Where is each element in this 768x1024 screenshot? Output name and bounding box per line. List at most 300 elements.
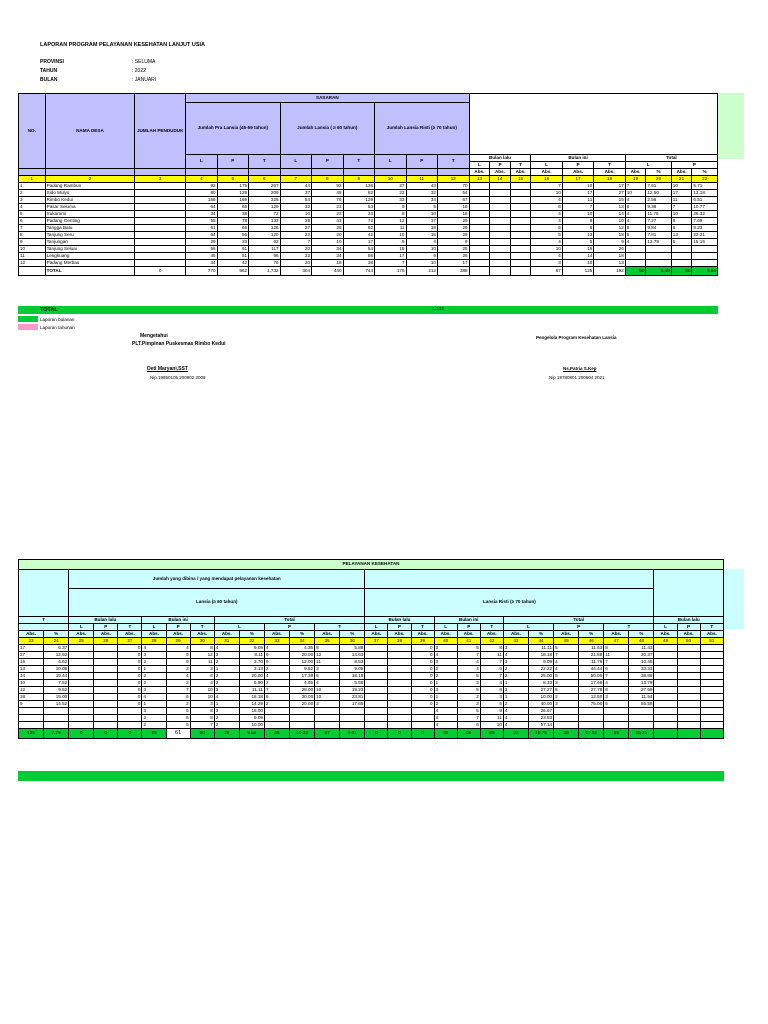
cell: 2: [166, 680, 190, 687]
cell: 4: [190, 680, 214, 687]
cell: 5: [19, 211, 46, 218]
cell: [554, 715, 579, 722]
cell: P: [166, 624, 190, 631]
cell: 19: [625, 176, 646, 183]
cell: 9.52: [290, 666, 315, 673]
cell: [677, 673, 700, 680]
cell: 117: [249, 246, 280, 253]
cell: 33: [264, 638, 289, 645]
cell: [700, 701, 723, 708]
cell: [469, 190, 490, 197]
cell: 0: [94, 729, 118, 739]
cell: 23.53: [528, 715, 553, 722]
cell: 33: [503, 729, 528, 739]
cell: 25: [69, 638, 94, 645]
cell: 10: [406, 246, 437, 253]
cell: [700, 673, 723, 680]
table-row: [19, 239, 718, 246]
cell: 15: [594, 197, 625, 204]
cell: 13: [594, 260, 625, 267]
table-row: [19, 183, 718, 190]
cell: 24: [44, 638, 69, 645]
cell: 4: [214, 694, 239, 701]
cell: Abs.: [457, 631, 480, 638]
cell: [388, 722, 411, 729]
cell: 10: [315, 687, 340, 694]
cell: 3: [315, 666, 340, 673]
cell: 1: [19, 183, 46, 190]
cell: Abs.: [677, 631, 700, 638]
cell: [654, 570, 724, 617]
cell: [510, 239, 531, 246]
cell: [554, 708, 579, 715]
cell: [94, 687, 118, 694]
cell: [135, 232, 186, 239]
cell: 2: [264, 666, 289, 673]
cell: T: [190, 624, 214, 631]
cell: 4: [166, 645, 190, 652]
cell: 27: [280, 225, 311, 232]
cell: 22: [692, 176, 718, 183]
cell: 6.49: [646, 267, 671, 276]
cell: 1: [503, 694, 528, 701]
cell: 2: [434, 673, 457, 680]
cell: Abs.: [554, 631, 579, 638]
cell: Tanjungan: [45, 239, 135, 246]
sign-left-nip: Nip.19850105 200902 2008: [150, 375, 206, 380]
cell: [671, 260, 692, 267]
cell: 12: [19, 260, 46, 267]
cell: [19, 570, 69, 617]
cell: 212: [406, 267, 437, 276]
cell: Sido Mulyo: [45, 190, 135, 197]
lansia-hdr: Lansia (≥ 60 tahun): [69, 589, 365, 617]
cell: Pasar Seluma: [45, 204, 135, 211]
cell: [69, 722, 94, 729]
cell: L: [280, 155, 311, 169]
cell: 11.63: [579, 645, 604, 652]
cell: 5: [166, 722, 190, 729]
cell: Bulan ini: [142, 617, 214, 624]
total-label-2: TOTAL: [40, 307, 58, 313]
cell: 7: [604, 673, 629, 680]
cell: Abs.: [365, 631, 388, 638]
cell: 4: [406, 239, 437, 246]
colnum-row-2: [19, 638, 724, 645]
cell: [249, 169, 280, 176]
cell: 12: [594, 225, 625, 232]
cell: 12: [315, 652, 340, 659]
cell: [44, 722, 69, 729]
cell: [469, 246, 490, 253]
cell: 7: [625, 183, 646, 190]
cell: 54: [437, 190, 469, 197]
cell: 9: [437, 239, 469, 246]
cell: [490, 225, 511, 232]
cell: 82: [343, 190, 374, 197]
cell: 962: [217, 267, 248, 276]
table-row: [19, 701, 724, 708]
cell: 10: [531, 190, 562, 197]
total-row: [19, 267, 718, 276]
cell: [677, 652, 700, 659]
cell: 30: [190, 638, 214, 645]
cell: [365, 722, 388, 729]
cell: [604, 708, 629, 715]
cell: 388: [437, 267, 469, 276]
cell: [312, 169, 343, 176]
cell: [469, 204, 490, 211]
cell: 67: [437, 197, 469, 204]
cell: 22: [280, 232, 311, 239]
cell: 20.00: [290, 652, 315, 659]
cell: [469, 267, 490, 276]
cell: 11.76: [646, 211, 671, 218]
cell: 0: [411, 687, 434, 694]
cell: 0: [118, 659, 142, 666]
cell: 0: [118, 729, 142, 739]
cell: 9.09: [528, 659, 553, 666]
cell: 14: [19, 673, 44, 680]
cell: 9.09: [340, 666, 365, 673]
cell: 5: [480, 701, 503, 708]
cell: [69, 708, 94, 715]
cell: [365, 673, 388, 680]
cell: 13.18: [692, 190, 718, 197]
cell: L: [531, 162, 562, 169]
meta-label: TAHUN: [40, 68, 58, 74]
cell: 176: [375, 267, 406, 276]
total-hdr: Total: [625, 155, 717, 162]
cell: 17: [594, 183, 625, 190]
cell: 38: [343, 260, 374, 267]
cell: [69, 673, 94, 680]
cell: 11.43: [629, 645, 654, 652]
cell: [340, 708, 365, 715]
cell: 4: [457, 659, 480, 666]
cell: [677, 722, 700, 729]
table-row: [19, 673, 724, 680]
cell: 64: [186, 232, 217, 239]
cell: 17.65: [340, 701, 365, 708]
cell: 0: [118, 652, 142, 659]
cell: 26: [437, 253, 469, 260]
cell: 15.15: [692, 239, 718, 246]
cell: 120: [249, 232, 280, 239]
cell: 17: [19, 645, 44, 652]
cell: [69, 715, 94, 722]
cell: 15.00: [239, 708, 264, 715]
cell: [469, 197, 490, 204]
sign-left-title: Mengetahui: [140, 333, 168, 339]
cell: Abs.: [69, 631, 94, 638]
cell: L: [625, 162, 671, 169]
cell: 28: [142, 638, 166, 645]
cell: 3: [503, 687, 528, 694]
cell: 1: [142, 701, 166, 708]
cell: %: [239, 631, 264, 638]
cell: 10: [312, 239, 343, 246]
cell: 10: [594, 218, 625, 225]
table-row: [19, 645, 724, 652]
table-row: [19, 715, 724, 722]
cell: L: [434, 624, 457, 631]
cell: [510, 183, 531, 190]
cell: [365, 680, 388, 687]
cell: 67: [531, 267, 562, 276]
cell: 5: [217, 176, 248, 183]
cell: 21: [312, 204, 343, 211]
cell: [69, 701, 94, 708]
cell: [677, 680, 700, 687]
cell: [94, 722, 118, 729]
cell: 11: [406, 176, 437, 183]
cell: 0: [69, 729, 94, 739]
cell: 9: [480, 708, 503, 715]
cell: 4.35: [290, 645, 315, 652]
cell: 33: [375, 197, 406, 204]
cell: Bulan lalu: [365, 617, 434, 624]
cell: 3.13: [239, 666, 264, 673]
cell: [629, 715, 654, 722]
cell: [510, 211, 531, 218]
cell: 12.50: [646, 190, 671, 197]
cell: 7: [457, 652, 480, 659]
cell: 75: [312, 197, 343, 204]
cell: 11: [19, 253, 46, 260]
cell: Abs.: [531, 169, 562, 176]
cell: 5.71: [692, 183, 718, 190]
table-row: [19, 246, 718, 253]
cell: Abs.: [142, 631, 166, 638]
cell: 33: [434, 729, 457, 739]
cell: Tangga Batu: [45, 225, 135, 232]
cell: 33: [217, 239, 248, 246]
cell: 2: [214, 680, 239, 687]
cell: 26: [437, 232, 469, 239]
cell: 8.84: [692, 267, 718, 276]
cell: [19, 267, 46, 276]
cell: 6: [625, 225, 646, 232]
cell: P: [388, 624, 411, 631]
cell: P: [312, 155, 343, 169]
cell: T: [19, 617, 69, 624]
cell: 18: [312, 260, 343, 267]
cell: 2: [264, 680, 289, 687]
cell: 89: [480, 729, 503, 739]
cell: 7: [280, 239, 311, 246]
cell: [510, 246, 531, 253]
cell: [94, 652, 118, 659]
cell: 1: [503, 680, 528, 687]
cell: 13.79: [646, 239, 671, 246]
cell: [118, 715, 142, 722]
cell: Abs.: [190, 631, 214, 638]
cell: Abs.: [214, 631, 239, 638]
cell: [510, 267, 531, 276]
cell: 20.00: [239, 673, 264, 680]
cell: 33.33: [629, 666, 654, 673]
cell: [654, 666, 677, 673]
cell: %: [340, 631, 365, 638]
cell: 13: [562, 232, 593, 239]
cell: 10: [562, 183, 593, 190]
cell: 5: [166, 708, 190, 715]
cell: [437, 169, 469, 176]
cell: 3: [503, 645, 528, 652]
cell: [625, 246, 646, 253]
cell: [671, 246, 692, 253]
cell: [315, 708, 340, 715]
cell: [69, 680, 94, 687]
cell: 56: [343, 253, 374, 260]
col-lansia: Jumlah Lansia ( ≥ 60 tahun): [280, 103, 374, 155]
cell: [94, 673, 118, 680]
cell: 54: [280, 197, 311, 204]
cell: [654, 701, 677, 708]
cell: L: [503, 624, 553, 631]
cell: 5: [554, 673, 579, 680]
cell: 39: [411, 638, 434, 645]
cell: [135, 204, 186, 211]
cell: Abs.: [469, 169, 490, 176]
cell: [629, 722, 654, 729]
cell: 18: [19, 694, 44, 701]
cell: Rimbo Kedui: [45, 197, 135, 204]
cell: [290, 708, 315, 715]
cell: Abs.: [388, 631, 411, 638]
side-panel: [718, 93, 744, 159]
cell: 14: [562, 253, 593, 260]
cell: 38: [217, 211, 248, 218]
cell: 18: [437, 211, 469, 218]
cell: 5: [531, 232, 562, 239]
cell: 8: [190, 715, 214, 722]
cell: [388, 715, 411, 722]
cell: 29: [437, 225, 469, 232]
cell: 9: [264, 652, 289, 659]
cell: 5.56: [340, 680, 365, 687]
cell: [654, 694, 677, 701]
cell: 76: [249, 260, 280, 267]
cell: 75.00: [579, 701, 604, 708]
cell: 14.29: [239, 701, 264, 708]
cell: 11.76: [579, 659, 604, 666]
cell: 9.52: [44, 687, 69, 694]
cell: %: [629, 631, 654, 638]
cell: 4: [186, 176, 217, 183]
cell: 23.21: [692, 232, 718, 239]
cell: [490, 267, 511, 276]
cell: [700, 645, 723, 652]
cell: [700, 652, 723, 659]
total-bar-2: [18, 771, 724, 781]
cell: [135, 246, 186, 253]
cell: 3: [554, 680, 579, 687]
cell: [579, 722, 604, 729]
cell: [677, 659, 700, 666]
cell: 26.32: [692, 211, 718, 218]
cell: 43: [503, 638, 528, 645]
cell: 27.59: [629, 687, 654, 694]
cell: 2: [166, 701, 190, 708]
cell: [135, 260, 186, 267]
col-penduduk: JUMLAH PENDUDUK: [135, 94, 186, 169]
cell: 9: [19, 239, 46, 246]
cell: 2: [503, 666, 528, 673]
cell: 20: [280, 246, 311, 253]
cell: 56: [457, 729, 480, 739]
cell: 10: [625, 190, 646, 197]
cell: [469, 232, 490, 239]
cell: 0: [411, 645, 434, 652]
cell: 4: [554, 666, 579, 673]
cell: 10: [190, 694, 214, 701]
cell: 18.18: [239, 694, 264, 701]
cell: 9: [166, 652, 190, 659]
cell: 8: [480, 687, 503, 694]
cell: 42: [217, 260, 248, 267]
cell: 21.88: [579, 652, 604, 659]
cell: [365, 652, 388, 659]
cell: 304: [280, 267, 311, 276]
cell: [388, 666, 411, 673]
cell: 38: [554, 729, 579, 739]
cell: 9.01: [340, 729, 365, 739]
meta-value: : JANUARI: [132, 77, 157, 83]
cell: [94, 659, 118, 666]
cell: L: [654, 624, 677, 631]
cell: Abs.: [654, 631, 677, 638]
cell: %: [692, 169, 718, 176]
cell: 67: [315, 729, 340, 739]
cell: 11: [480, 715, 503, 722]
cell: 744: [343, 267, 374, 276]
cell: 3: [434, 645, 457, 652]
total-combined: 1,132: [432, 307, 445, 312]
cell: 96: [249, 253, 280, 260]
cell: 35: [315, 638, 340, 645]
cell: 6: [531, 225, 562, 232]
table-row: [19, 190, 718, 197]
cell: 13: [671, 232, 692, 239]
cell: [375, 169, 406, 176]
cell: 18.18: [528, 652, 553, 659]
cell: T: [700, 624, 723, 631]
cell: 10.00: [528, 694, 553, 701]
cell: 6: [166, 694, 190, 701]
cell: 32: [406, 190, 437, 197]
cell: 209: [249, 190, 280, 197]
cell: 2: [142, 680, 166, 687]
cell: 8: [375, 211, 406, 218]
cell: 5: [457, 687, 480, 694]
cell: 40: [434, 638, 457, 645]
cell: 4: [531, 239, 562, 246]
cell: P: [677, 624, 700, 631]
cell: 3: [214, 708, 239, 715]
cell: 32: [280, 204, 311, 211]
cell: [135, 253, 186, 260]
cell: Tanjung Seru: [45, 232, 135, 239]
cell: 6: [457, 722, 480, 729]
legend-swatch-yearly: [18, 324, 38, 330]
cell: Abs.: [671, 169, 692, 176]
cell: 5: [375, 239, 406, 246]
cell: 53: [343, 204, 374, 211]
cell: L: [365, 624, 388, 631]
cell: 92: [186, 183, 217, 190]
